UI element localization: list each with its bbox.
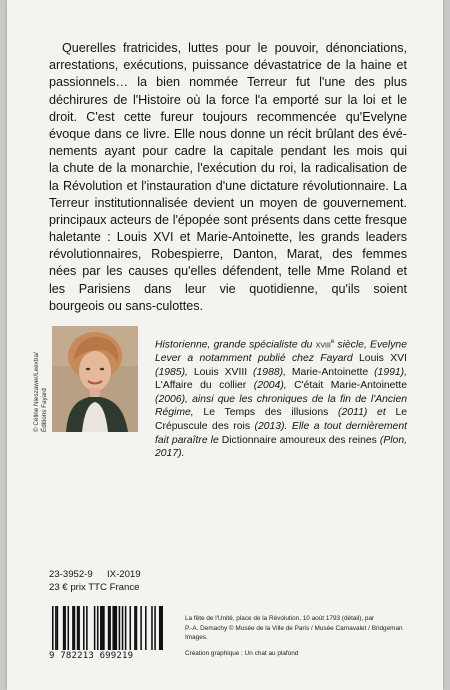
blurb-line: nées par les causes qu'elles défendent, telle Mme Roland et [49,264,407,279]
barcode-bar [145,606,147,650]
bio-text: (Plon, 2017). [155,434,407,460]
blurb-line: Querelles fratricides, luttes pour le pouvoir, dénonciations, [62,41,407,55]
blurb-line: Terreur institutionnalisée devient un moyen de gouvernement. [49,195,407,210]
barcode-bar [77,606,80,650]
book-title: Dictionnaire amoureux des reines [221,434,377,446]
blurb-line: arrestations, exécutions, puissance dévastatrice de la haine et [49,58,407,73]
publication-info [49,568,199,594]
print-date: IX-2019 [107,569,141,580]
blurb-line: les Parisiens dans leur vie quotidienne, qu'ils soient [49,281,407,296]
cover-credit [185,614,420,658]
bio-century: xviii [315,338,331,350]
graphic-design-credit: Création graphique : Un chat au plafond [185,649,299,657]
book-title: Marie-Antoinette [291,366,369,378]
blurb-lines [49,40,407,315]
barcode-bar [97,606,99,650]
photo-credit-line-1: © Céline Nieszawer/Leextra/ [33,352,40,432]
barcode-bar [125,606,127,650]
author-bio [155,336,407,461]
book-title: Le Temps des illusions [203,407,329,419]
blurb-line: révolutionnaires, Robespierre, Danton, Marat, des femmes [49,247,407,262]
barcode-bar [52,606,54,650]
blurb-line: nements ayant pour cadre la capitale pendant les mois qui [49,144,407,159]
bio-century-sup: e [330,339,335,345]
barcode-bar [86,606,88,650]
ean-number: 9 782213 699219 [49,651,134,661]
barcode-bar [100,606,105,650]
book-title: L'Affaire du collier [155,380,247,392]
barcode-bar [108,606,111,650]
barcode [49,606,163,654]
book-title: C'était Marie-Antoinette [294,380,407,392]
barcode-bar [57,606,59,650]
barcode-bar [151,606,153,650]
barcode-bar [72,606,75,650]
book-blurb [49,40,407,315]
bio-text: siècle, Evelyne Lever a notamment publié chez Fayard [155,339,407,365]
barcode-bar [159,606,163,650]
photo-credit-line-2: Éditions Fayard [41,388,48,432]
blurb-line: déchirures de l'Histoire où la force l'a emporté sur la loi et le [49,92,407,107]
barcode-bar [134,606,137,650]
blurb-line: principaux acteurs de l'épopée sont présents dans cette fresque [49,212,407,227]
book-title: Le Crépuscule des rois [155,407,407,433]
barcode-bar [119,606,121,650]
barcode-bar [83,606,85,650]
bio-text: (2006), ainsi que les chroniques de la fin de l'Ancien Régime, [155,393,407,419]
cover-credit-line-2: P.-A. Demachy © Musée de la Ville de Paris / Musée Carnavalet / Bridgeman Images. [185,624,403,642]
book-title: Louis XVIII [193,366,248,378]
barcode-bar [94,606,96,650]
barcode-bar [112,606,117,650]
photo-credit [33,326,51,432]
barcode-bar [68,606,70,650]
bio-text: Historienne, grande spécialiste du [155,339,316,351]
bio-text: (2011) et [328,407,396,419]
blurb-line: la chute de la monarchie, l'exécution du roi, la radicalisation de [49,161,407,176]
blurb-line: évoque dans ce livre. Elle nous donne un récit brûlant des évé- [49,126,407,141]
bio-text: (2004), [246,380,295,392]
blurb-line: bourgeois ou sans-culottes. [49,298,204,313]
book-title: Louis XVI [359,353,407,365]
blurb-line: haletante : Louis XVI et Marie-Antoinette, les grands leaders [49,230,407,245]
back-cover [7,0,443,690]
blurb-line: la Révolution et l'instauration d'une dictature révolutionnaire. La [49,178,407,193]
author-photo [52,326,138,432]
bio-text: (1991), [368,366,407,378]
barcode-bar [55,606,57,650]
cover-credit-line-1: La fête de l'Unité, place de la Révolution, 10 août 1793 (détail), par [185,615,375,622]
barcode-bar [130,606,132,650]
bio-text: (1988), [247,366,292,378]
blurb-line: passionnels… la bien nommée Terreur fut l'une des plus [49,75,407,90]
barcode-bar [140,606,142,650]
product-code: 23-3952-9 [49,569,93,580]
barcode-bar [154,606,156,650]
barcode-bar [122,606,124,650]
blurb-line: droit. C'est cette fureur toujours recommencée qu'Evelyne [49,109,407,124]
price: 23 € prix TTC France [49,582,140,593]
barcode-bar [63,606,66,650]
bio-text: (1985), [155,366,194,378]
bio-text: (2013). Elle a tout dernièrement fait paraître le [155,421,407,446]
